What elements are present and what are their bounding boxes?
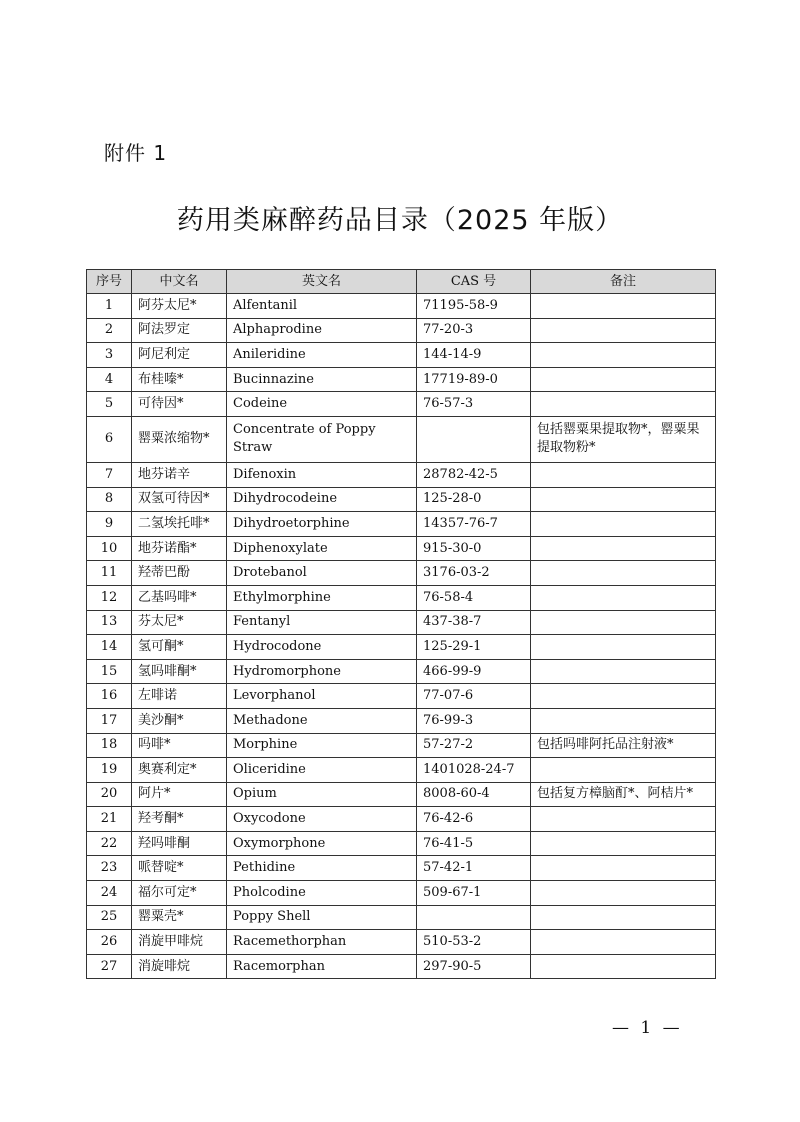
- cell-remarks: [531, 807, 716, 832]
- cell-remarks: [531, 708, 716, 733]
- cell-english-name: Difenoxin: [227, 462, 417, 487]
- cell-remarks: [531, 930, 716, 955]
- table-row: [87, 561, 716, 586]
- cell-chinese-name: 消旋啡烷: [132, 954, 227, 979]
- cell-english-name: Oliceridine: [227, 758, 417, 783]
- cell-english-name: Oxymorphone: [227, 831, 417, 856]
- cell-remarks: [531, 610, 716, 635]
- cell-remarks: 包括吗啡阿托品注射液*: [531, 733, 716, 758]
- cell-remarks: [531, 881, 716, 906]
- cell-remarks: [531, 954, 716, 979]
- table-row: [87, 831, 716, 856]
- cell-remarks: [531, 487, 716, 512]
- cell-index: 8: [87, 487, 132, 512]
- cell-index: 12: [87, 585, 132, 610]
- table-body: [87, 294, 716, 979]
- cell-index: 4: [87, 367, 132, 392]
- cell-remarks: [531, 684, 716, 709]
- cell-index: 22: [87, 831, 132, 856]
- cell-cas-number: [417, 416, 531, 462]
- cell-english-name: Opium: [227, 782, 417, 807]
- table-row: [87, 659, 716, 684]
- table-row: [87, 905, 716, 930]
- cell-index: 27: [87, 954, 132, 979]
- table-row: [87, 881, 716, 906]
- cell-cas-number: 125-29-1: [417, 635, 531, 660]
- cell-english-name: Fentanyl: [227, 610, 417, 635]
- cell-index: 7: [87, 462, 132, 487]
- narcotics-table: [86, 269, 716, 979]
- cell-cas-number: 1401028-24-7: [417, 758, 531, 783]
- cell-english-name: Levorphanol: [227, 684, 417, 709]
- cell-cas-number: 76-41-5: [417, 831, 531, 856]
- cell-chinese-name: 氢可酮*: [132, 635, 227, 660]
- cell-english-name: Ethylmorphine: [227, 585, 417, 610]
- cell-remarks: [531, 635, 716, 660]
- table-row: [87, 733, 716, 758]
- table-row: [87, 487, 716, 512]
- cell-remarks: [531, 758, 716, 783]
- cell-cas-number: 144-14-9: [417, 343, 531, 368]
- cell-english-name: Drotebanol: [227, 561, 417, 586]
- cell-cas-number: 77-20-3: [417, 318, 531, 343]
- table-row: [87, 708, 716, 733]
- cell-english-name: Dihydroetorphine: [227, 512, 417, 537]
- cell-cas-number: 510-53-2: [417, 930, 531, 955]
- cell-index: 13: [87, 610, 132, 635]
- header-english-name: 英文名: [227, 270, 417, 294]
- cell-remarks: 包括复方樟脑酊*、阿桔片*: [531, 782, 716, 807]
- cell-remarks: [531, 462, 716, 487]
- page-number: — 1 —: [612, 1018, 683, 1038]
- cell-index: 9: [87, 512, 132, 537]
- cell-index: 24: [87, 881, 132, 906]
- table-row: [87, 782, 716, 807]
- header-chinese-name: 中文名: [132, 270, 227, 294]
- table-row: [87, 343, 716, 368]
- cell-english-name: Hydrocodone: [227, 635, 417, 660]
- table-header-row: [87, 270, 716, 294]
- cell-chinese-name: 吗啡*: [132, 733, 227, 758]
- cell-remarks: [531, 318, 716, 343]
- cell-english-name: Codeine: [227, 392, 417, 417]
- cell-cas-number: [417, 905, 531, 930]
- cell-cas-number: 28782-42-5: [417, 462, 531, 487]
- cell-chinese-name: 福尔可定*: [132, 881, 227, 906]
- cell-cas-number: 3176-03-2: [417, 561, 531, 586]
- cell-cas-number: 14357-76-7: [417, 512, 531, 537]
- table-row: [87, 610, 716, 635]
- cell-index: 14: [87, 635, 132, 660]
- cell-english-name: Alfentanil: [227, 294, 417, 319]
- table-row: [87, 416, 716, 462]
- cell-english-name: Dihydrocodeine: [227, 487, 417, 512]
- cell-chinese-name: 地芬诺酯*: [132, 536, 227, 561]
- cell-chinese-name: 芬太尼*: [132, 610, 227, 635]
- cell-chinese-name: 消旋甲啡烷: [132, 930, 227, 955]
- cell-chinese-name: 哌替啶*: [132, 856, 227, 881]
- cell-index: 19: [87, 758, 132, 783]
- table-row: [87, 462, 716, 487]
- cell-chinese-name: 羟吗啡酮: [132, 831, 227, 856]
- cell-index: 11: [87, 561, 132, 586]
- document-title: 药用类麻醉药品目录（2025 年版）: [176, 205, 624, 236]
- table-row: [87, 856, 716, 881]
- table-row: [87, 585, 716, 610]
- cell-cas-number: 77-07-6: [417, 684, 531, 709]
- cell-remarks: [531, 536, 716, 561]
- table-row: [87, 684, 716, 709]
- cell-english-name: Bucinnazine: [227, 367, 417, 392]
- cell-cas-number: 509-67-1: [417, 881, 531, 906]
- cell-remarks: [531, 659, 716, 684]
- header-index: 序号: [87, 270, 132, 294]
- cell-chinese-name: 阿芬太尼*: [132, 294, 227, 319]
- cell-remarks: [531, 392, 716, 417]
- cell-cas-number: 125-28-0: [417, 487, 531, 512]
- table-row: [87, 294, 716, 319]
- cell-cas-number: 76-57-3: [417, 392, 531, 417]
- table-row: [87, 954, 716, 979]
- table-row: [87, 367, 716, 392]
- cell-remarks: [531, 294, 716, 319]
- cell-chinese-name: 罂粟浓缩物*: [132, 416, 227, 462]
- cell-chinese-name: 二氢埃托啡*: [132, 512, 227, 537]
- cell-remarks: [531, 905, 716, 930]
- cell-english-name: Anileridine: [227, 343, 417, 368]
- table-row: [87, 318, 716, 343]
- cell-english-name: Pethidine: [227, 856, 417, 881]
- cell-index: 10: [87, 536, 132, 561]
- cell-chinese-name: 布桂嗪*: [132, 367, 227, 392]
- cell-cas-number: 437-38-7: [417, 610, 531, 635]
- cell-index: 2: [87, 318, 132, 343]
- cell-cas-number: 8008-60-4: [417, 782, 531, 807]
- cell-english-name: Racemorphan: [227, 954, 417, 979]
- cell-chinese-name: 羟蒂巴酚: [132, 561, 227, 586]
- cell-chinese-name: 地芬诺辛: [132, 462, 227, 487]
- cell-index: 26: [87, 930, 132, 955]
- cell-english-name: Concentrate of Poppy Straw: [227, 416, 417, 462]
- cell-remarks: [531, 561, 716, 586]
- cell-english-name: Racemethorphan: [227, 930, 417, 955]
- cell-index: 15: [87, 659, 132, 684]
- cell-remarks: [531, 367, 716, 392]
- table-row: [87, 536, 716, 561]
- cell-cas-number: 57-42-1: [417, 856, 531, 881]
- cell-index: 3: [87, 343, 132, 368]
- cell-chinese-name: 美沙酮*: [132, 708, 227, 733]
- cell-index: 16: [87, 684, 132, 709]
- cell-index: 1: [87, 294, 132, 319]
- cell-index: 20: [87, 782, 132, 807]
- cell-cas-number: 76-58-4: [417, 585, 531, 610]
- table-row: [87, 807, 716, 832]
- cell-chinese-name: 羟考酮*: [132, 807, 227, 832]
- table-row: [87, 930, 716, 955]
- table-row: [87, 512, 716, 537]
- cell-cas-number: 76-99-3: [417, 708, 531, 733]
- cell-english-name: Diphenoxylate: [227, 536, 417, 561]
- cell-remarks: [531, 831, 716, 856]
- cell-chinese-name: 阿尼利定: [132, 343, 227, 368]
- cell-chinese-name: 双氢可待因*: [132, 487, 227, 512]
- cell-index: 5: [87, 392, 132, 417]
- header-cas-number: CAS 号: [417, 270, 531, 294]
- cell-cas-number: 76-42-6: [417, 807, 531, 832]
- table-row: [87, 392, 716, 417]
- cell-index: 6: [87, 416, 132, 462]
- header-remarks: 备注: [531, 270, 716, 294]
- cell-remarks: [531, 585, 716, 610]
- cell-chinese-name: 左啡诺: [132, 684, 227, 709]
- cell-english-name: Poppy Shell: [227, 905, 417, 930]
- cell-cas-number: 17719-89-0: [417, 367, 531, 392]
- table-row: [87, 635, 716, 660]
- cell-chinese-name: 奥赛利定*: [132, 758, 227, 783]
- cell-remarks: 包括罂粟果提取物*，罂粟果提取物粉*: [531, 416, 716, 462]
- cell-chinese-name: 阿片*: [132, 782, 227, 807]
- cell-chinese-name: 氢吗啡酮*: [132, 659, 227, 684]
- cell-english-name: Pholcodine: [227, 881, 417, 906]
- cell-chinese-name: 阿法罗定: [132, 318, 227, 343]
- table-row: [87, 758, 716, 783]
- cell-english-name: Hydromorphone: [227, 659, 417, 684]
- cell-cas-number: 57-27-2: [417, 733, 531, 758]
- cell-english-name: Morphine: [227, 733, 417, 758]
- cell-cas-number: 466-99-9: [417, 659, 531, 684]
- cell-cas-number: 297-90-5: [417, 954, 531, 979]
- cell-chinese-name: 可待因*: [132, 392, 227, 417]
- cell-index: 21: [87, 807, 132, 832]
- cell-cas-number: 915-30-0: [417, 536, 531, 561]
- cell-remarks: [531, 856, 716, 881]
- cell-remarks: [531, 343, 716, 368]
- cell-english-name: Alphaprodine: [227, 318, 417, 343]
- attachment-label: 附件 1: [104, 141, 168, 165]
- cell-index: 25: [87, 905, 132, 930]
- cell-index: 18: [87, 733, 132, 758]
- cell-index: 17: [87, 708, 132, 733]
- cell-english-name: Oxycodone: [227, 807, 417, 832]
- cell-index: 23: [87, 856, 132, 881]
- cell-remarks: [531, 512, 716, 537]
- cell-chinese-name: 罂粟壳*: [132, 905, 227, 930]
- cell-chinese-name: 乙基吗啡*: [132, 585, 227, 610]
- cell-cas-number: 71195-58-9: [417, 294, 531, 319]
- cell-english-name: Methadone: [227, 708, 417, 733]
